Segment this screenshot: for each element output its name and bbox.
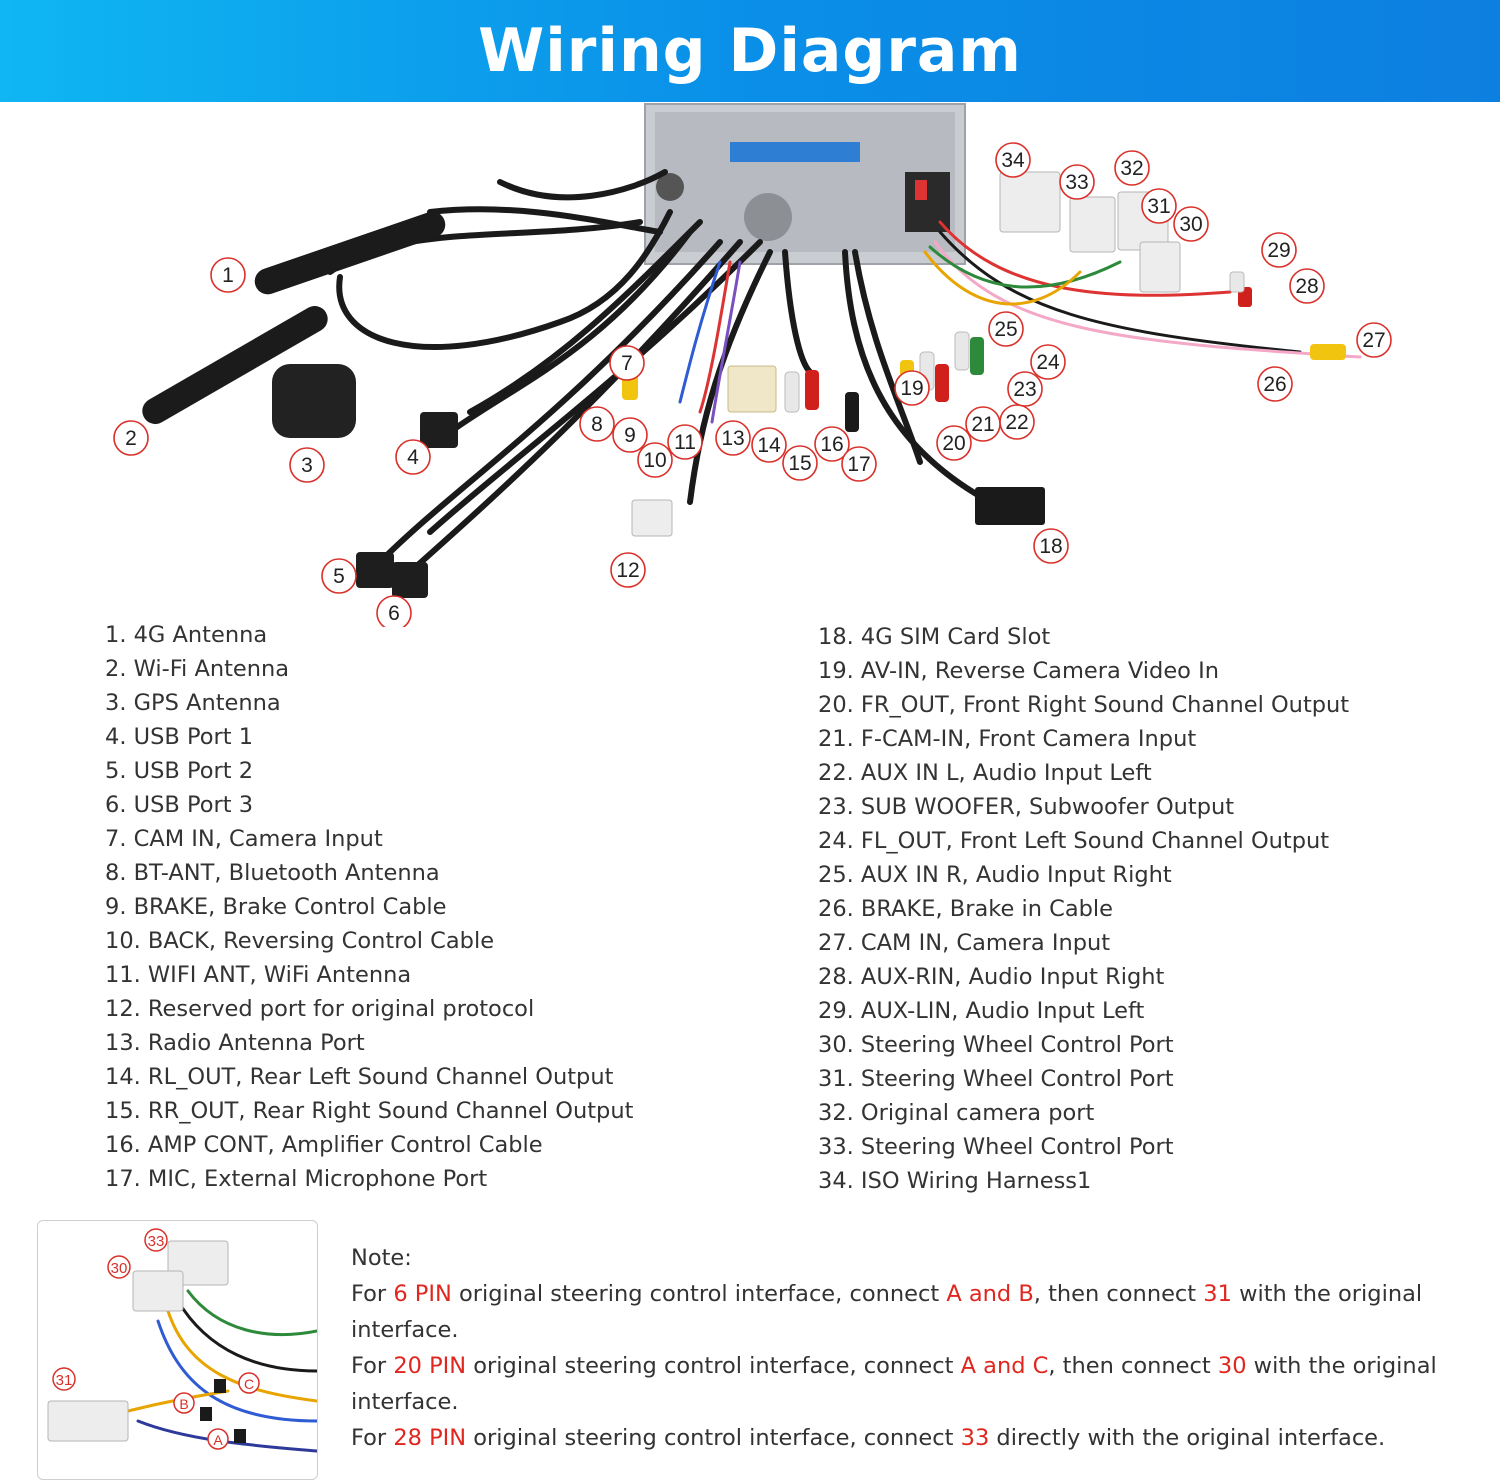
callout-3 xyxy=(290,448,324,482)
callout-22 xyxy=(1000,405,1034,439)
legend-item: 5. USB Port 2 xyxy=(105,758,254,784)
callout-label: 8 xyxy=(591,413,603,436)
callout-7 xyxy=(610,346,644,380)
callout-label: 31 xyxy=(1147,195,1171,218)
title-banner xyxy=(0,0,1500,102)
legend-item: 7. CAM IN, Camera Input xyxy=(105,826,383,852)
steering-connector-inset xyxy=(37,1220,318,1480)
callout-label: 14 xyxy=(757,434,781,457)
callout-label: 2 xyxy=(125,427,137,450)
svg-text:30: 30 xyxy=(110,1260,128,1277)
inset-connector-b xyxy=(200,1407,212,1421)
wiring-diagram xyxy=(0,102,1500,627)
usb-port-3 xyxy=(392,562,428,598)
usb-port-2 xyxy=(356,552,394,588)
note-heading: Note: xyxy=(351,1245,412,1271)
callout-label: 13 xyxy=(721,427,745,450)
callout-label: 4 xyxy=(407,446,419,469)
legend-item: 13. Radio Antenna Port xyxy=(105,1030,365,1056)
sim-card-slot xyxy=(975,487,1045,525)
callout-label: 32 xyxy=(1120,157,1144,180)
legend-item: 32. Original camera port xyxy=(818,1100,1095,1126)
callout-9 xyxy=(613,418,647,452)
callout-label: 30 xyxy=(1179,213,1203,236)
callout-label: 7 xyxy=(621,352,633,375)
callout-27 xyxy=(1357,323,1391,357)
callout-11 xyxy=(668,425,702,459)
callout-15 xyxy=(783,446,817,480)
callout-4 xyxy=(396,440,430,474)
callout-21 xyxy=(966,407,1000,441)
legend-item: 17. MIC, External Microphone Port xyxy=(105,1166,488,1192)
legend-item: 26. BRAKE, Brake in Cable xyxy=(818,896,1113,922)
note-block xyxy=(351,1240,1481,1456)
callout-label: 24 xyxy=(1036,351,1060,374)
legend-item: 10. BACK, Reversing Control Cable xyxy=(105,928,495,954)
callout-10 xyxy=(638,443,672,477)
callout-label: 19 xyxy=(900,377,924,400)
legend-item: 33. Steering Wheel Control Port xyxy=(818,1134,1174,1160)
callout-label: 25 xyxy=(994,318,1018,341)
callout-33 xyxy=(1060,165,1094,199)
inset-callout-30 xyxy=(108,1256,130,1278)
callout-19 xyxy=(895,371,929,405)
callout-label: 1 xyxy=(222,264,234,287)
callout-label: 33 xyxy=(1065,171,1089,194)
inset-plug-30 xyxy=(133,1271,183,1311)
legend-item: 29. AUX-LIN, Audio Input Left xyxy=(818,998,1145,1024)
callout-label: 22 xyxy=(1005,411,1029,434)
callout-label: 6 xyxy=(388,602,400,625)
callout-label: 21 xyxy=(971,413,995,436)
svg-text:33: 33 xyxy=(147,1233,165,1250)
svg-text:C: C xyxy=(243,1376,255,1392)
callout-label: 34 xyxy=(1001,149,1025,172)
callout-label: 15 xyxy=(788,452,812,475)
callout-34 xyxy=(996,143,1030,177)
steering-plug-33 xyxy=(1070,197,1115,252)
inset-connector-a xyxy=(234,1429,246,1443)
callout-label: 28 xyxy=(1295,275,1319,298)
note-line-28pin: For 28 PIN original steering control interface, connect 33 directly with the original interface. xyxy=(351,1425,1386,1451)
legend-item: 20. FR_OUT, Front Right Sound Channel Output xyxy=(818,692,1350,718)
callout-8 xyxy=(580,407,614,441)
callout-label: 16 xyxy=(820,433,844,456)
legend-item: 25. AUX IN R, Audio Input Right xyxy=(818,862,1172,888)
gps-antenna xyxy=(272,364,356,438)
callout-label: 12 xyxy=(616,559,640,582)
svg-text:31: 31 xyxy=(55,1372,73,1389)
legend-item: 30. Steering Wheel Control Port xyxy=(818,1032,1174,1058)
4g-antenna xyxy=(251,208,449,298)
callout-14 xyxy=(752,428,786,462)
legend-item: 15. RR_OUT, Rear Right Sound Channel Output xyxy=(105,1098,634,1124)
inset-callout-31 xyxy=(53,1368,75,1390)
legend-item: 22. AUX IN L, Audio Input Left xyxy=(818,760,1152,786)
callout-5 xyxy=(322,559,356,593)
inset-diagram xyxy=(38,1221,317,1479)
legend-item: 31. Steering Wheel Control Port xyxy=(818,1066,1174,1092)
callout-28 xyxy=(1290,269,1324,303)
callout-13 xyxy=(716,421,750,455)
callout-label: 3 xyxy=(301,454,313,477)
legend-item: 4. USB Port 1 xyxy=(105,724,254,750)
callout-1 xyxy=(211,258,245,292)
callout-32 xyxy=(1115,151,1149,185)
callout-label: 9 xyxy=(624,424,636,447)
legend-list-left xyxy=(105,618,633,1196)
legend-item: 19. AV-IN, Reverse Camera Video In xyxy=(818,658,1219,684)
page-title: Wiring Diagram xyxy=(478,16,1022,86)
reserved-port-plug xyxy=(632,500,672,536)
callout-25 xyxy=(989,312,1023,346)
callout-12 xyxy=(611,553,645,587)
callout-17 xyxy=(842,447,876,481)
callout-2 xyxy=(114,421,148,455)
legend-item: 24. FL_OUT, Front Left Sound Channel Output xyxy=(818,828,1330,854)
inset-connector-c xyxy=(214,1379,226,1393)
callout-label: 5 xyxy=(333,565,345,588)
callout-label: 23 xyxy=(1013,378,1037,401)
legend-item: 1. 4G Antenna xyxy=(105,622,268,648)
legend-item: 34. ISO Wiring Harness1 xyxy=(818,1168,1092,1194)
inset-callout-a xyxy=(208,1429,228,1449)
callout-label: 26 xyxy=(1263,373,1287,396)
legend-item: 6. USB Port 3 xyxy=(105,792,254,818)
radio-antenna-plug xyxy=(728,366,776,412)
legend-item: 11. WIFI ANT, WiFi Antenna xyxy=(105,962,412,988)
legend-item: 27. CAM IN, Camera Input xyxy=(818,930,1111,956)
callout-label: 11 xyxy=(674,431,696,454)
callout-24 xyxy=(1031,345,1065,379)
callout-label: 10 xyxy=(643,449,667,472)
legend-item: 28. AUX-RIN, Audio Input Right xyxy=(818,964,1165,990)
callout-31 xyxy=(1142,189,1176,223)
note-line-20pin: For 20 PIN original steering control interface, connect A and C, then connect 30 with the original interface. xyxy=(351,1353,1437,1415)
callout-30 xyxy=(1174,207,1208,241)
legend-item: 18. 4G SIM Card Slot xyxy=(818,624,1051,650)
legend-item: 16. AMP CONT, Amplifier Control Cable xyxy=(105,1132,543,1158)
inset-callout-33 xyxy=(145,1229,167,1251)
legend-item: 8. BT-ANT, Bluetooth Antenna xyxy=(105,860,440,886)
callout-label: 18 xyxy=(1039,535,1063,558)
callout-29 xyxy=(1262,233,1296,267)
callout-label: 29 xyxy=(1267,239,1291,262)
head-unit xyxy=(645,104,965,264)
callout-26 xyxy=(1258,367,1292,401)
svg-text:B: B xyxy=(179,1396,189,1412)
inset-callout-c xyxy=(239,1373,259,1393)
callout-label: 17 xyxy=(847,453,871,476)
steering-plug-31 xyxy=(1140,242,1180,292)
legend-item: 21. F-CAM-IN, Front Camera Input xyxy=(818,726,1197,752)
legend-item: 14. RL_OUT, Rear Left Sound Channel Output xyxy=(105,1064,614,1090)
callout-label: 27 xyxy=(1362,329,1386,352)
legend-item: 23. SUB WOOFER, Subwoofer Output xyxy=(818,794,1235,820)
callout-18 xyxy=(1034,529,1068,563)
inset-callout-b xyxy=(174,1393,194,1413)
svg-text:A: A xyxy=(213,1432,223,1448)
legend-item: 3. GPS Antenna xyxy=(105,690,281,716)
legend-item: 12. Reserved port for original protocol xyxy=(105,996,535,1022)
legend-list-right xyxy=(818,620,1349,1198)
legend-item: 9. BRAKE, Brake Control Cable xyxy=(105,894,447,920)
usb-port-1 xyxy=(420,412,458,448)
callout-20 xyxy=(937,426,971,460)
inset-plug-31 xyxy=(48,1401,128,1441)
note-line-6pin: For 6 PIN original steering control interface, connect A and B, then connect 31 with the original interface. xyxy=(351,1281,1423,1343)
iso-harness-plug xyxy=(1000,172,1060,232)
callout-23 xyxy=(1008,372,1042,406)
callout-label: 20 xyxy=(942,432,966,455)
legend-item: 2. Wi-Fi Antenna xyxy=(105,656,290,682)
